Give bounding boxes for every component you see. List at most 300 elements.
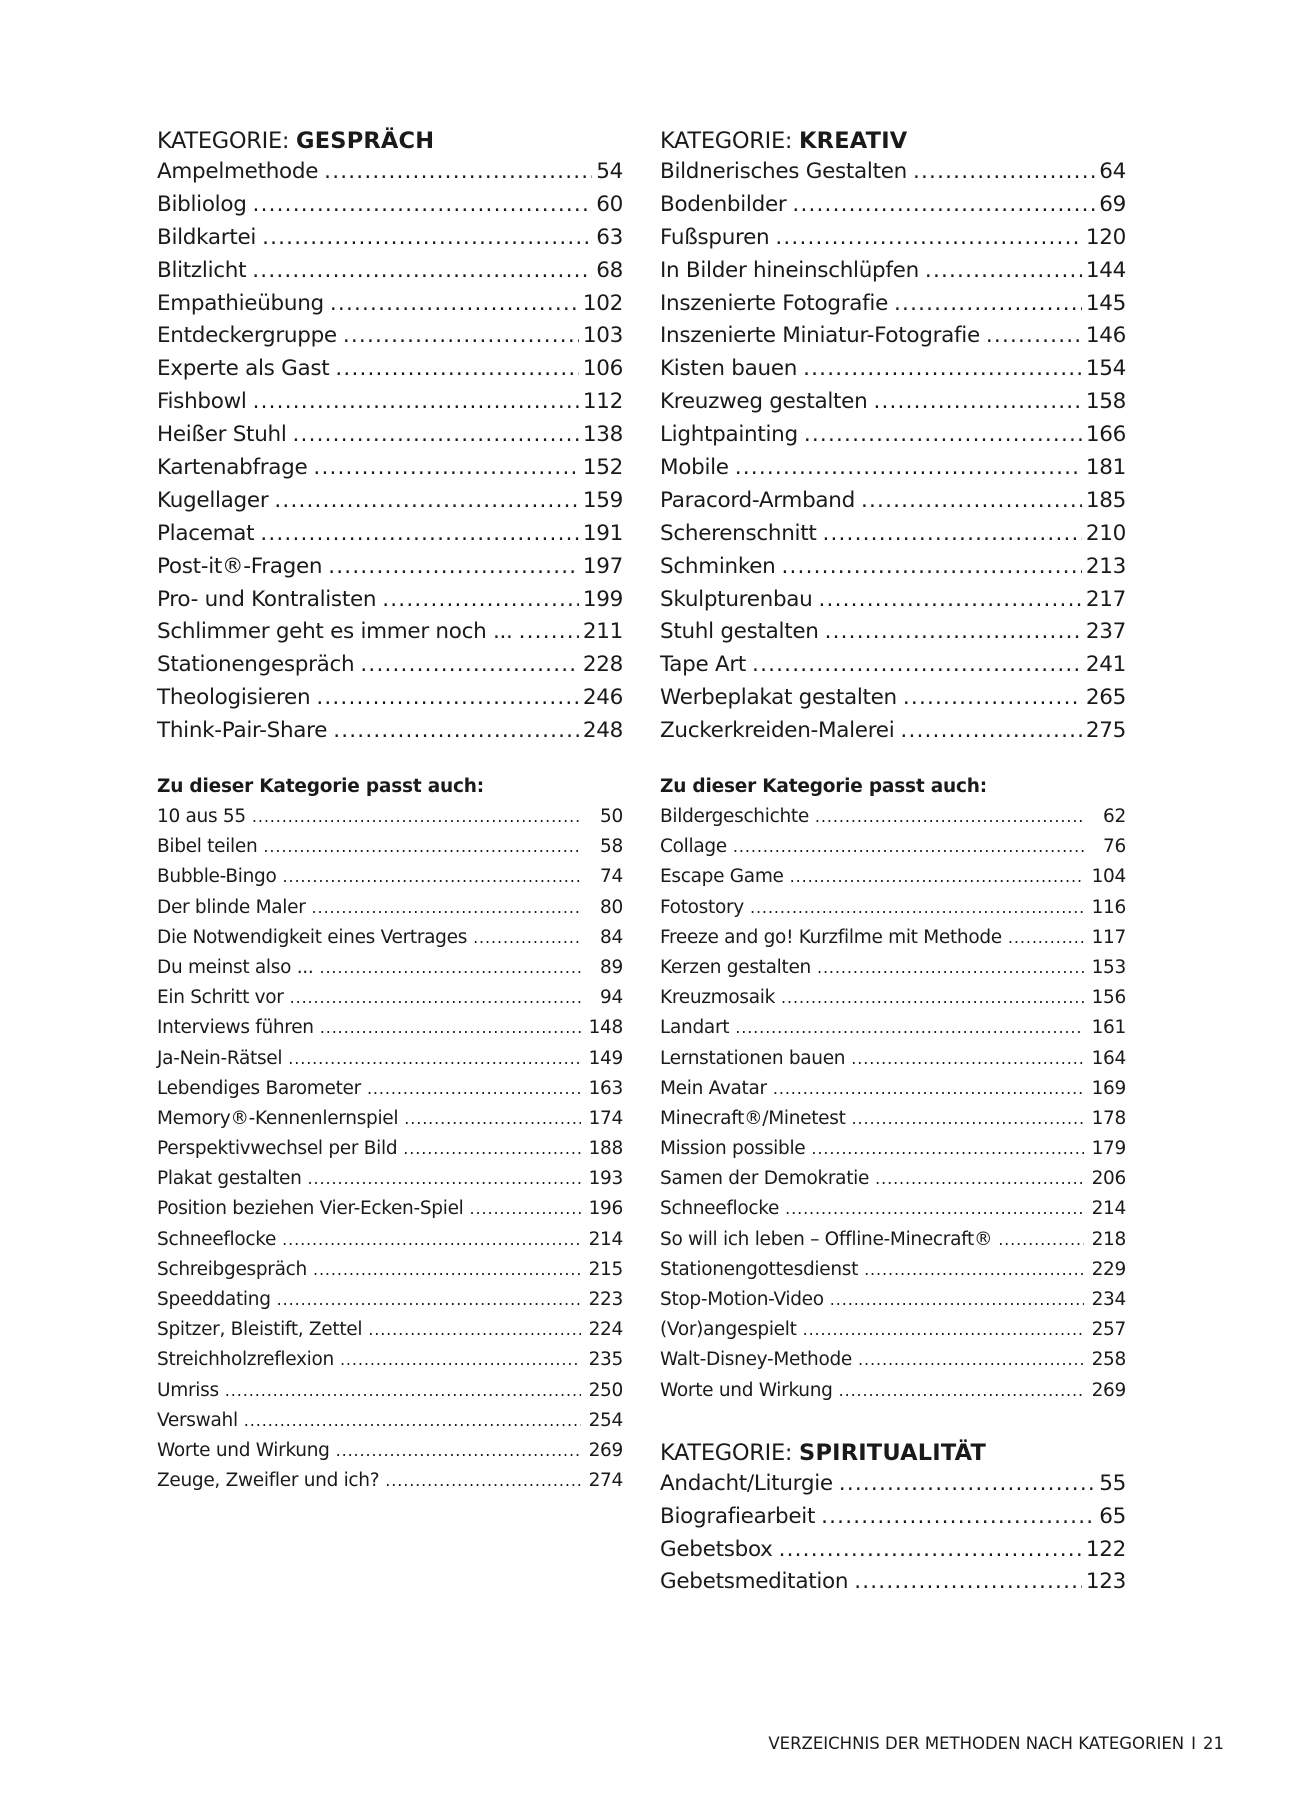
dot-leader xyxy=(900,715,1081,748)
toc-entry xyxy=(157,222,623,255)
entry-page-number: 138 xyxy=(582,422,623,448)
entry-name: Zeuge, Zweifler und ich? xyxy=(157,1470,380,1492)
dot-leader xyxy=(875,1164,1084,1194)
dot-leader xyxy=(293,419,579,452)
toc-entry xyxy=(157,1315,623,1345)
entry-page-number: 158 xyxy=(1085,389,1126,415)
category-name: SPIRITUALITÄT xyxy=(799,1439,987,1466)
entry-page-number: 112 xyxy=(582,389,623,415)
entry-page-number: 214 xyxy=(588,1228,623,1250)
toc-entry xyxy=(157,953,623,983)
dot-leader xyxy=(851,1044,1084,1074)
dot-leader xyxy=(319,953,581,983)
entry-page-number: 64 xyxy=(1099,159,1126,184)
dot-leader xyxy=(330,288,579,321)
toc-entry xyxy=(660,551,1126,584)
also-list-gespraech xyxy=(157,802,623,1496)
dot-leader xyxy=(316,682,579,715)
entry-page-number: 164 xyxy=(1091,1047,1126,1069)
entry-page-number: 106 xyxy=(582,356,623,382)
entry-name: Heißer Stuhl xyxy=(157,422,287,448)
dot-leader xyxy=(986,320,1082,353)
entry-list-spiritualitaet xyxy=(660,1468,1126,1600)
entry-name: Stationengottesdienst xyxy=(660,1258,859,1280)
entry-page-number: 68 xyxy=(596,257,623,283)
dot-leader xyxy=(998,1225,1084,1255)
entry-name: Gebetsmeditation xyxy=(660,1569,849,1595)
entry-name: In Bilder hineinschlüpfen xyxy=(660,257,919,283)
dot-leader xyxy=(290,983,581,1013)
entry-name: Fotostory xyxy=(660,896,744,918)
toc-entry xyxy=(157,485,623,518)
category-title-spiritualitaet xyxy=(660,1438,1126,1468)
dot-leader xyxy=(830,1285,1084,1315)
dot-leader xyxy=(282,862,581,892)
footer-separator: I xyxy=(1191,1734,1196,1753)
dot-leader xyxy=(404,1104,581,1134)
dot-leader xyxy=(473,923,581,953)
entry-name: Paracord-Armband xyxy=(660,487,855,513)
dot-leader xyxy=(367,1074,581,1104)
entry-page-number: 62 xyxy=(1103,806,1126,828)
dot-leader xyxy=(333,715,579,748)
right-column xyxy=(660,126,1126,1599)
dot-leader xyxy=(368,1315,581,1345)
toc-entry xyxy=(157,1044,623,1074)
entry-page-number: 152 xyxy=(582,455,623,481)
entry-name: 10 aus 55 xyxy=(157,806,246,828)
toc-entry xyxy=(660,953,1126,983)
entry-name: Lernstationen bauen xyxy=(660,1047,846,1069)
toc-entry xyxy=(660,715,1126,748)
toc-entry xyxy=(660,288,1126,321)
entry-name: Entdeckergruppe xyxy=(157,323,337,349)
toc-entry xyxy=(660,1501,1126,1534)
also-fits-heading: Zu dieser Kategorie passt auch: xyxy=(660,776,987,798)
toc-entry xyxy=(660,802,1126,832)
entry-page-number: 103 xyxy=(582,323,623,349)
toc-entry xyxy=(660,1376,1126,1406)
dot-leader xyxy=(790,862,1084,892)
toc-entry xyxy=(660,1044,1126,1074)
toc-entry xyxy=(660,649,1126,682)
entry-list-kreativ xyxy=(660,156,1126,748)
entry-name: So will ich leben – Offline-Minecraft® xyxy=(660,1228,993,1250)
entry-name: Mobile xyxy=(660,455,729,481)
entry-name: Walt-Disney-Methode xyxy=(660,1349,853,1371)
entry-name: Plakat gestalten xyxy=(157,1168,302,1190)
entry-name: Kerzen gestalten xyxy=(660,956,811,978)
toc-entry xyxy=(660,1104,1126,1134)
entry-page-number: 161 xyxy=(1091,1017,1126,1039)
toc-entry xyxy=(157,1134,623,1164)
entry-name: Schminken xyxy=(660,553,776,579)
toc-entry xyxy=(157,1466,623,1496)
category-title-gespraech xyxy=(157,126,623,156)
toc-entry xyxy=(660,518,1126,551)
entry-page-number: 185 xyxy=(1085,487,1126,513)
toc-entry xyxy=(157,288,623,321)
entry-page-number: 148 xyxy=(588,1017,623,1039)
dot-leader xyxy=(312,893,582,923)
dot-leader xyxy=(781,983,1084,1013)
toc-entry xyxy=(157,802,623,832)
toc-entry xyxy=(660,923,1126,953)
dot-leader xyxy=(340,1345,581,1375)
dot-leader xyxy=(858,1345,1084,1375)
dot-leader xyxy=(913,156,1095,189)
entry-name: Samen der Demokratie xyxy=(660,1168,870,1190)
entry-page-number: 63 xyxy=(596,224,623,250)
entry-name: Werbeplakat gestalten xyxy=(660,685,897,711)
toc-entry xyxy=(157,862,623,892)
dot-leader xyxy=(1008,923,1084,953)
entry-page-number: 174 xyxy=(588,1107,623,1129)
category-prefix: KATEGORIE: xyxy=(660,128,793,154)
dot-leader xyxy=(253,189,593,222)
toc-entry xyxy=(157,1255,623,1285)
toc-entry xyxy=(660,255,1126,288)
toc-entry xyxy=(660,1225,1126,1255)
dot-leader xyxy=(781,551,1081,584)
entry-name: Pro- und Kontralisten xyxy=(157,586,377,612)
toc-entry xyxy=(157,1194,623,1224)
toc-entry xyxy=(660,222,1126,255)
entry-page-number: 274 xyxy=(588,1470,623,1492)
entry-page-number: 156 xyxy=(1091,987,1126,1009)
category-prefix: KATEGORIE: xyxy=(157,128,290,154)
dot-leader xyxy=(320,1013,581,1043)
toc-entry xyxy=(157,255,623,288)
dot-leader xyxy=(225,1376,581,1406)
toc-entry xyxy=(660,862,1126,892)
toc-entry xyxy=(157,1074,623,1104)
toc-entry xyxy=(660,452,1126,485)
entry-name: (Vor)angespielt xyxy=(660,1319,797,1341)
dot-leader xyxy=(382,584,579,617)
entry-page-number: 241 xyxy=(1085,652,1126,678)
toc-entry xyxy=(157,320,623,353)
toc-entry xyxy=(157,353,623,386)
toc-entry xyxy=(157,1164,623,1194)
entry-page-number: 146 xyxy=(1085,323,1126,349)
entry-name: Zuckerkreiden-Malerei xyxy=(660,718,895,744)
entry-name: Gebetsbox xyxy=(660,1536,773,1562)
entry-name: Tape Art xyxy=(660,652,747,678)
entry-page-number: 199 xyxy=(582,586,623,612)
toc-entry xyxy=(157,419,623,452)
entry-page-number: 213 xyxy=(1085,553,1126,579)
dot-leader xyxy=(839,1468,1095,1501)
entry-name: Ja-Nein-Rätsel xyxy=(157,1047,283,1069)
entry-page-number: 257 xyxy=(1091,1319,1126,1341)
toc-entry xyxy=(660,1315,1126,1345)
toc-entry xyxy=(660,189,1126,222)
dot-leader xyxy=(262,222,592,255)
entry-name: Stuhl gestalten xyxy=(660,619,819,645)
entry-page-number: 58 xyxy=(600,836,623,858)
entry-page-number: 94 xyxy=(600,987,623,1009)
entry-page-number: 224 xyxy=(588,1319,623,1341)
entry-name: Bubble-Bingo xyxy=(157,866,277,888)
entry-name: Stationengespräch xyxy=(157,652,355,678)
toc-entry xyxy=(157,189,623,222)
entry-page-number: 149 xyxy=(588,1047,623,1069)
entry-page-number: 117 xyxy=(1091,926,1126,948)
toc-entry xyxy=(660,1534,1126,1567)
dot-leader xyxy=(903,682,1082,715)
dot-leader xyxy=(277,1285,581,1315)
toc-entry xyxy=(157,616,623,649)
entry-name: Placemat xyxy=(157,520,255,546)
toc-entry xyxy=(660,1345,1126,1375)
entry-name: Bibel teilen xyxy=(157,836,258,858)
entry-name: Schneeflocke xyxy=(660,1198,780,1220)
entry-page-number: 196 xyxy=(588,1198,623,1220)
toc-entry xyxy=(660,156,1126,189)
entry-page-number: 188 xyxy=(588,1138,623,1160)
entry-name: Streichholzreflexion xyxy=(157,1349,334,1371)
entry-page-number: 55 xyxy=(1099,1470,1126,1496)
dot-leader xyxy=(288,1044,581,1074)
entry-page-number: 163 xyxy=(588,1077,623,1099)
entry-page-number: 218 xyxy=(1091,1228,1126,1250)
entry-name: Perspektivwechsel per Bild xyxy=(157,1138,398,1160)
toc-entry xyxy=(157,518,623,551)
entry-name: Skulpturenbau xyxy=(660,586,813,612)
toc-entry xyxy=(157,1013,623,1043)
entry-page-number: 191 xyxy=(582,520,623,546)
toc-entry xyxy=(660,1194,1126,1224)
dot-leader xyxy=(785,1194,1084,1224)
toc-entry xyxy=(660,386,1126,419)
entry-name: Schlimmer geht es immer noch ... xyxy=(157,619,513,645)
dot-leader xyxy=(253,386,579,419)
entry-page-number: 217 xyxy=(1085,586,1126,612)
entry-page-number: 116 xyxy=(1091,896,1126,918)
dot-leader xyxy=(470,1194,582,1224)
toc-entry xyxy=(660,320,1126,353)
toc-entry xyxy=(157,1345,623,1375)
entry-name: Andacht/Liturgie xyxy=(660,1470,833,1496)
dot-leader xyxy=(385,1466,581,1496)
entry-page-number: 234 xyxy=(1091,1289,1126,1311)
dot-leader xyxy=(803,1315,1084,1345)
dot-leader xyxy=(861,485,1082,518)
toc-entry xyxy=(157,1406,623,1436)
entry-page-number: 223 xyxy=(588,1289,623,1311)
also-list-kreativ xyxy=(660,802,1126,1406)
entry-name: Spitzer, Bleistift, Zettel xyxy=(157,1319,363,1341)
dot-leader xyxy=(779,1534,1082,1567)
entry-name: Experte als Gast xyxy=(157,356,330,382)
entry-name: Fishbowl xyxy=(157,389,247,415)
category-name: KREATIV xyxy=(799,128,908,154)
entry-page-number: 254 xyxy=(588,1409,623,1431)
entry-page-number: 228 xyxy=(582,652,623,678)
toc-entry xyxy=(157,983,623,1013)
entry-page-number: 50 xyxy=(600,806,623,828)
toc-entry xyxy=(660,1566,1126,1599)
dot-leader xyxy=(822,518,1081,551)
entry-name: Bibliolog xyxy=(157,191,247,217)
entry-page-number: 215 xyxy=(588,1258,623,1280)
toc-entry xyxy=(660,1468,1126,1501)
dot-leader xyxy=(873,386,1081,419)
entry-name: Collage xyxy=(660,836,727,858)
entry-name: Lightpainting xyxy=(660,422,798,448)
dot-leader xyxy=(864,1255,1084,1285)
entry-name: Kisten bauen xyxy=(660,356,798,382)
entry-name: Inszenierte Miniatur-Fotografie xyxy=(660,323,980,349)
entry-page-number: 154 xyxy=(1085,356,1126,382)
entry-name: Scherenschnitt xyxy=(660,520,817,546)
entry-page-number: 80 xyxy=(600,896,623,918)
entry-name: Lebendiges Barometer xyxy=(157,1077,361,1099)
toc-entry xyxy=(157,1436,623,1466)
entry-name: Kreuzweg gestalten xyxy=(660,389,868,415)
entry-page-number: 89 xyxy=(600,956,623,978)
entry-name: Landart xyxy=(660,1017,730,1039)
dot-leader xyxy=(735,452,1082,485)
dot-leader xyxy=(819,584,1082,617)
entry-page-number: 179 xyxy=(1091,1138,1126,1160)
entry-page-number: 69 xyxy=(1099,191,1126,217)
entry-page-number: 102 xyxy=(582,290,623,316)
dot-leader xyxy=(360,649,578,682)
entry-page-number: 104 xyxy=(1091,866,1126,888)
toc-entry xyxy=(157,452,623,485)
dot-leader xyxy=(817,953,1084,983)
entry-name: Schreibgespräch xyxy=(157,1258,307,1280)
entry-page-number: 166 xyxy=(1085,422,1126,448)
entry-page-number: 65 xyxy=(1099,1503,1126,1529)
entry-page-number: 178 xyxy=(1091,1107,1126,1129)
entry-page-number: 258 xyxy=(1091,1349,1126,1371)
entry-name: Blitzlicht xyxy=(157,257,247,283)
entry-name: Bildergeschichte xyxy=(660,806,809,828)
entry-page-number: 193 xyxy=(588,1168,623,1190)
toc-entry xyxy=(157,386,623,419)
entry-page-number: 229 xyxy=(1091,1258,1126,1280)
toc-entry xyxy=(660,1164,1126,1194)
dot-leader xyxy=(403,1134,581,1164)
toc-entry xyxy=(660,983,1126,1013)
dot-leader xyxy=(825,616,1082,649)
toc-entry xyxy=(660,1285,1126,1315)
page-footer xyxy=(768,1734,1224,1753)
entry-name: Fußspuren xyxy=(660,224,770,250)
dot-leader xyxy=(792,189,1095,222)
entry-page-number: 246 xyxy=(582,685,623,711)
entry-name: Bodenbilder xyxy=(660,191,787,217)
toc-entry xyxy=(157,1104,623,1134)
dot-leader xyxy=(815,802,1084,832)
entry-name: Escape Game xyxy=(660,866,784,888)
toc-entry xyxy=(157,923,623,953)
section-gap xyxy=(660,1406,1126,1438)
toc-entry xyxy=(660,1074,1126,1104)
entry-page-number: 248 xyxy=(582,718,623,744)
entry-name: Kreuzmosaik xyxy=(660,987,776,1009)
entry-name: Kartenabfrage xyxy=(157,455,308,481)
dot-leader xyxy=(811,1134,1084,1164)
entry-page-number: 181 xyxy=(1085,455,1126,481)
entry-page-number: 206 xyxy=(1091,1168,1126,1190)
dot-leader xyxy=(733,832,1084,862)
entry-page-number: 214 xyxy=(1091,1198,1126,1220)
entry-name: Speeddating xyxy=(157,1289,271,1311)
entry-name: Ein Schritt vor xyxy=(157,987,284,1009)
toc-entry xyxy=(660,353,1126,386)
dot-leader xyxy=(252,255,592,288)
entry-page-number: 269 xyxy=(1091,1379,1126,1401)
entry-name: Think-Pair-Share xyxy=(157,718,328,744)
toc-entry xyxy=(660,682,1126,715)
entry-name: Inszenierte Fotografie xyxy=(660,290,889,316)
dot-leader xyxy=(263,832,581,862)
entry-name: Worte und Wirkung xyxy=(157,1439,330,1461)
dot-leader xyxy=(328,551,579,584)
entry-page-number: 145 xyxy=(1085,290,1126,316)
entry-name: Kugellager xyxy=(157,487,269,513)
dot-leader xyxy=(282,1225,581,1255)
dot-leader xyxy=(244,1406,581,1436)
dot-leader xyxy=(343,320,579,353)
entry-page-number: 153 xyxy=(1091,956,1126,978)
entry-name: Mein Avatar xyxy=(660,1077,767,1099)
entry-name: Verswahl xyxy=(157,1409,238,1431)
dot-leader xyxy=(821,1501,1095,1534)
toc-entry xyxy=(660,584,1126,617)
toc-entry xyxy=(157,832,623,862)
entry-name: Stop-Motion-Video xyxy=(660,1289,824,1311)
entry-name: Interviews führen xyxy=(157,1017,314,1039)
dot-leader xyxy=(260,518,579,551)
left-column xyxy=(157,126,623,1496)
dot-leader xyxy=(803,353,1082,386)
dot-leader xyxy=(775,222,1082,255)
entry-name: Memory®-Kennenlernspiel xyxy=(157,1107,399,1129)
dot-leader xyxy=(324,156,592,189)
dot-leader xyxy=(313,1255,581,1285)
dot-leader xyxy=(735,1013,1084,1043)
page-number: 21 xyxy=(1203,1734,1224,1753)
toc-entry xyxy=(157,715,623,748)
entry-name: Biografiearbeit xyxy=(660,1503,816,1529)
entry-page-number: 211 xyxy=(582,619,623,645)
entry-name: Theologisieren xyxy=(157,685,311,711)
toc-entry xyxy=(660,1255,1126,1285)
category-prefix: KATEGORIE: xyxy=(660,1439,793,1466)
toc-entry xyxy=(660,893,1126,923)
toc-entry xyxy=(660,832,1126,862)
dot-leader xyxy=(335,353,578,386)
dot-leader xyxy=(894,288,1082,321)
dot-leader xyxy=(336,1436,581,1466)
entry-page-number: 269 xyxy=(588,1439,623,1461)
entry-page-number: 144 xyxy=(1085,257,1126,283)
entry-name: Post-it®-Fragen xyxy=(157,553,323,579)
entry-name: Schneeflocke xyxy=(157,1228,277,1250)
entry-list-gespraech xyxy=(157,156,623,748)
entry-name: Worte und Wirkung xyxy=(660,1379,833,1401)
running-footer-title: VERZEICHNIS DER METHODEN NACH KATEGORIEN xyxy=(768,1734,1185,1753)
toc-entry xyxy=(660,1134,1126,1164)
dot-leader xyxy=(750,893,1084,923)
entry-page-number: 84 xyxy=(600,926,623,948)
entry-name: Du meinst also ... xyxy=(157,956,314,978)
